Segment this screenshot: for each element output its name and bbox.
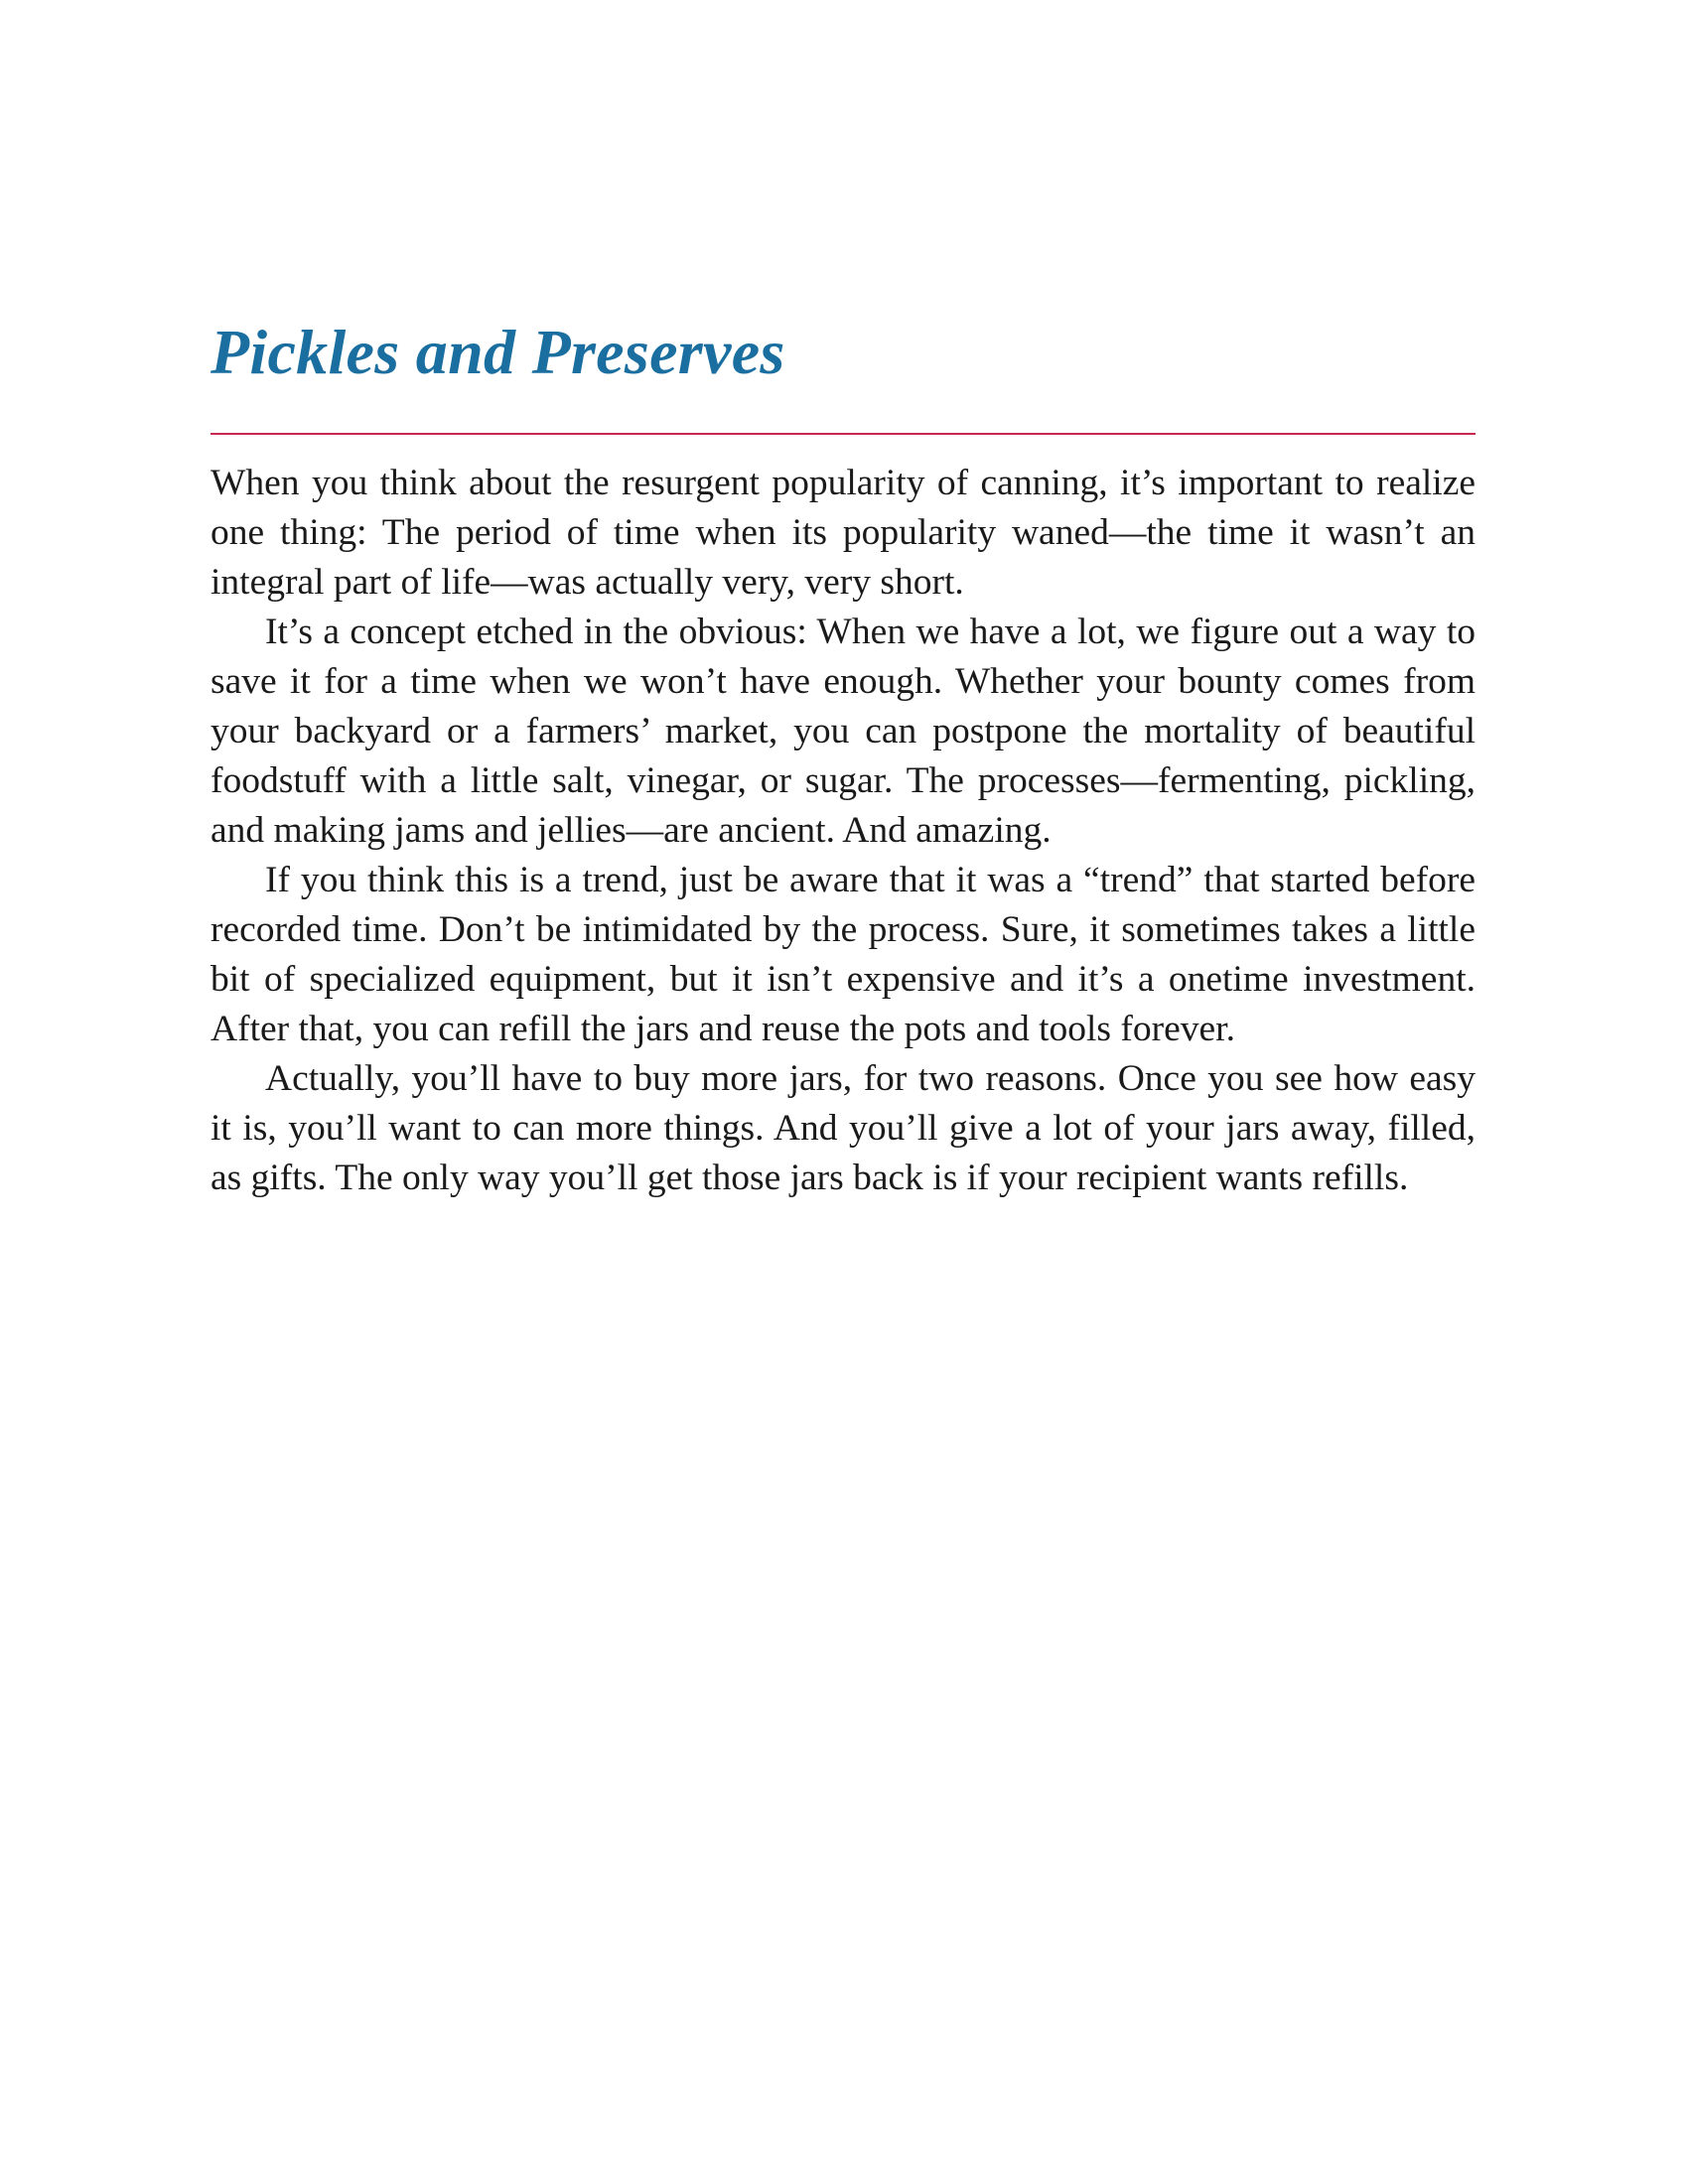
paragraph: It’s a concept etched in the obvious: When we have a lot, we figure out a way to save it for a time when we won’t have enough. Whether your bounty comes from your backyard or a farmers’ market, you can postpone the mortality of beautiful foodstuff with a little salt, vinegar, or sugar. The processes—fermenting, pickling, and making jams and jellies—are ancient. And amazing. (211, 612, 1476, 852)
paragraph: If you think this is a trend, just be aware that it was a “trend” that started before recorded time. Don’t be intimidated by the process. Sure, it sometimes takes a little bit of specialized equipment, but it isn’t expensive and it’s a onetime investment. After that, you can refill the jars and reuse the pots and tools forever. (211, 860, 1476, 1050)
paragraph: Actually, you’ll have to buy more jars, for two reasons. Once you see how easy it is, you’ll want to can more things. And you’ll give a lot of your jars away, filled, as gifts. The only way you’ll get those jars back is if your recipient wants refills. (211, 1058, 1476, 1199)
body-text (211, 459, 1476, 1203)
paragraph: When you think about the resurgent popularity of canning, it’s important to realize one thing: The period of time when its popularity waned—the time it wasn’t an integral part of life—was actually very, very short. (211, 463, 1476, 604)
title-divider (211, 433, 1476, 435)
page-content (211, 318, 1476, 1203)
chapter-title: Pickles and Preserves (211, 317, 785, 387)
